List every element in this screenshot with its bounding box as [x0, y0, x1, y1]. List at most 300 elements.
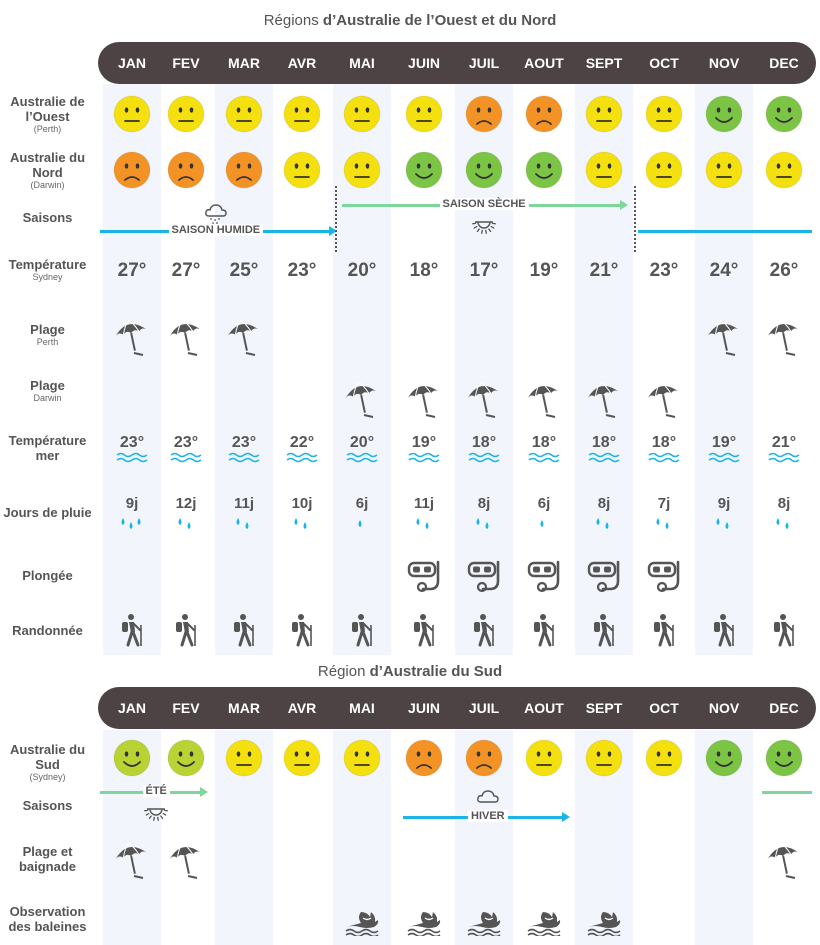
diving-cell [395, 556, 453, 596]
neutral-face-icon [225, 739, 263, 777]
rain-days-value: 9j [125, 494, 139, 512]
arrowhead [620, 200, 628, 210]
beach-cell [395, 376, 453, 422]
row-label-text: Plage [30, 378, 65, 393]
beach-cell [515, 376, 573, 422]
sad-face-icon [167, 151, 205, 189]
snorkel-mask-icon [585, 559, 623, 593]
sea-temperature-cell [273, 428, 331, 470]
mood-cell [455, 88, 513, 140]
umbrella-icon [645, 379, 683, 419]
umbrella-icon [465, 379, 503, 419]
neutral-face-icon [113, 95, 151, 133]
temperature-value: 25° [229, 260, 259, 281]
temperature-value: 19° [529, 260, 559, 281]
row-label-sub: Perth [36, 337, 59, 347]
month-jan: JAN [117, 700, 146, 716]
sea-temperature-cell [395, 428, 453, 470]
hiking-cell [635, 610, 693, 650]
row-label-text: Température [8, 257, 87, 272]
rain-cell [635, 490, 693, 536]
mood-cell [575, 736, 633, 780]
temperature-value: 17° [469, 260, 499, 281]
sun-icon [471, 210, 497, 236]
sun-icon [143, 797, 169, 823]
month-aout: AOUT [524, 700, 564, 716]
row-label-diving [0, 553, 95, 597]
section-title-prefix: Région [317, 663, 370, 680]
neutral-face-icon [705, 151, 743, 189]
row-label-text: Température mer [8, 433, 87, 463]
neutral-face-icon [283, 151, 321, 189]
section-title-bold: d’Australie du Sud [369, 663, 503, 680]
raindrop-icon [590, 512, 618, 532]
hiker-icon [119, 613, 145, 647]
month-jan: JAN [117, 55, 146, 71]
whale-cell [455, 900, 513, 942]
whale-tail-icon [465, 906, 503, 936]
umbrella-icon [225, 317, 263, 357]
month-aout: AOUT [524, 55, 564, 71]
month-mai: MAI [349, 55, 375, 71]
mood-cell [215, 144, 273, 196]
mood-cell [695, 736, 753, 780]
waves-icon [527, 451, 561, 465]
row-label-sea-temperature [0, 424, 95, 472]
temperature-cell [103, 250, 161, 292]
beach-cell [455, 376, 513, 422]
rain-cell [273, 490, 331, 536]
mood-cell [755, 144, 813, 196]
rain-cell [103, 490, 161, 536]
umbrella-icon [765, 317, 803, 357]
sad-face-icon [465, 95, 503, 133]
month-avr: AVR [287, 700, 317, 716]
mood-cell [333, 144, 391, 196]
temperature-cell [575, 250, 633, 292]
row-label-text: Saisons [22, 797, 73, 813]
row-label-text: Australie du Sud [9, 741, 86, 772]
sad-face-icon [405, 739, 443, 777]
row-label-beach-perth [0, 310, 95, 360]
beach-cell [333, 376, 391, 422]
row-label-seasons [0, 196, 95, 238]
row-label-text: Observation des baleines [8, 904, 87, 934]
row-label-rain-days [0, 488, 95, 536]
mood-cell [575, 88, 633, 140]
waves-icon [467, 451, 501, 465]
row-label-whales [0, 894, 95, 944]
beach-cell [103, 314, 161, 360]
month-juin: JUIN [408, 55, 440, 71]
rain-days-value: 11j [233, 494, 255, 512]
mood-cell [755, 88, 813, 140]
temperature-value: 26° [769, 260, 799, 281]
sea-temperature-value: 20° [349, 433, 375, 451]
mood-cell [635, 88, 693, 140]
diving-cell [635, 556, 693, 596]
umbrella-icon [765, 840, 803, 880]
temperature-value: 23° [649, 260, 679, 281]
hiking-cell [755, 610, 813, 650]
sea-temperature-value: 18° [591, 433, 617, 451]
rain-days-value: 9j [717, 494, 731, 512]
sea-temperature-cell [515, 428, 573, 470]
rain-days-value: 12j [175, 494, 197, 512]
rain-days-value: 6j [355, 494, 369, 512]
row-label-south-seasons [0, 788, 95, 822]
neutral-face-icon [645, 739, 683, 777]
icon-wrap [476, 788, 500, 817]
mood-cell [215, 88, 273, 140]
row-label-south [0, 736, 95, 788]
rain-cell [333, 490, 391, 536]
snorkel-mask-icon [525, 559, 563, 593]
raindrop-icon [230, 512, 258, 532]
temperature-cell [273, 250, 331, 292]
mood-cell [273, 88, 331, 140]
sea-temperature-cell [695, 428, 753, 470]
sea-temperature-cell [103, 428, 161, 470]
rain-days-value: 8j [477, 494, 491, 512]
row-label-text: Jours de pluie [3, 504, 92, 520]
happy-face-icon [765, 95, 803, 133]
umbrella-icon [113, 317, 151, 357]
rain-days-value: 8j [597, 494, 611, 512]
mood-cell [695, 88, 753, 140]
section-title-prefix: Régions [263, 12, 323, 29]
mood-cell [455, 144, 513, 196]
neutral-face-icon [645, 151, 683, 189]
mood-cell [515, 88, 573, 140]
sad-face-icon [465, 739, 503, 777]
sea-temperature-cell [215, 428, 273, 470]
waves-icon [345, 451, 379, 465]
umbrella-icon [405, 379, 443, 419]
mood-cell [157, 88, 215, 140]
neutral-face-icon [225, 95, 263, 133]
sea-temperature-cell [455, 428, 513, 470]
month-dec: DEC [769, 55, 799, 71]
whale-cell [333, 900, 391, 942]
hiker-icon [173, 613, 199, 647]
mood-cell [635, 736, 693, 780]
temperature-value: 24° [709, 260, 739, 281]
row-label-text: Randonnée [12, 622, 83, 638]
rain-days-value: 7j [657, 494, 671, 512]
temperature-cell [695, 250, 753, 292]
wet-season-line-2 [638, 230, 812, 233]
mood-cell [635, 144, 693, 196]
rain-cell [215, 490, 273, 536]
whale-cell [395, 900, 453, 942]
snorkel-mask-icon [405, 559, 443, 593]
month-sept: SEPT [585, 700, 623, 716]
row-label-text: Plage et baignade [18, 844, 77, 874]
whale-tail-icon [585, 906, 623, 936]
happy-face-icon [705, 95, 743, 133]
mood-cell [215, 736, 273, 780]
sad-face-icon [525, 95, 563, 133]
raindrop-icon [288, 512, 316, 532]
season-divider [335, 186, 337, 252]
neutral-face-icon [167, 95, 205, 133]
waves-icon [169, 451, 203, 465]
diving-cell [455, 556, 513, 596]
waves-icon [227, 451, 261, 465]
hiking-cell [455, 610, 513, 650]
waves-icon [647, 451, 681, 465]
row-label-text: Saisons [22, 209, 73, 225]
hiking-cell [215, 610, 273, 650]
row-label-sub: (Sydney) [29, 771, 66, 782]
umbrella-icon [525, 379, 563, 419]
north-month-bar [98, 42, 816, 84]
neutral-face-icon [343, 739, 381, 777]
winter-label: HIVER [468, 810, 508, 822]
row-label-beach-darwin [0, 366, 95, 416]
beach-cell [575, 376, 633, 422]
temperature-cell [455, 250, 513, 292]
umbrella-icon [705, 317, 743, 357]
sea-temperature-value: 23° [119, 433, 145, 451]
beach-cell [157, 838, 215, 882]
sea-temperature-value: 22° [289, 433, 315, 451]
hiking-cell [103, 610, 161, 650]
raindrop-icon [172, 512, 200, 532]
hiking-cell [157, 610, 215, 650]
waves-icon [707, 451, 741, 465]
mood-cell [333, 736, 391, 780]
hiker-icon [411, 613, 437, 647]
waves-icon [285, 451, 319, 465]
hiker-icon [651, 613, 677, 647]
row-label-hiking [0, 608, 95, 652]
month-juin: JUIN [408, 700, 440, 716]
sea-temperature-value: 18° [471, 433, 497, 451]
summer-label: ÉTÉ [143, 785, 170, 797]
raindrop-icon [470, 512, 498, 532]
row-label-sub: Sydney [32, 272, 63, 282]
umbrella-icon [585, 379, 623, 419]
happy-face-icon [405, 151, 443, 189]
beach-cell [635, 376, 693, 422]
mood-cell [395, 144, 453, 196]
month-fev: FEV [172, 55, 200, 71]
sea-temperature-value: 18° [651, 433, 677, 451]
temperature-cell [333, 250, 391, 292]
rain-cell [755, 490, 813, 536]
month-mai: MAI [349, 700, 375, 716]
hiker-icon [771, 613, 797, 647]
sea-temperature-value: 19° [711, 433, 737, 451]
mood-cell [103, 736, 161, 780]
neutral-face-icon [343, 151, 381, 189]
row-label-west [0, 88, 95, 140]
summer-line-2 [762, 791, 812, 794]
mood-cell [273, 144, 331, 196]
row-label-north [0, 144, 95, 196]
mood-cell [273, 736, 331, 780]
neutral-face-icon [283, 95, 321, 133]
rain-days-value: 8j [777, 494, 791, 512]
month-juil: JUIL [468, 55, 500, 71]
rain-cell [455, 490, 513, 536]
month-dec: DEC [769, 700, 799, 716]
wet-season-label: SAISON HUMIDE [169, 224, 264, 236]
mood-cell [395, 88, 453, 140]
happy-face-icon [465, 151, 503, 189]
month-mar: MAR [228, 55, 260, 71]
beach-cell [755, 838, 813, 882]
hiker-icon [231, 613, 257, 647]
row-label-text: Australie du Nord [9, 149, 86, 180]
mood-cell [755, 736, 813, 780]
temperature-value: 27° [171, 260, 201, 281]
beach-cell [103, 838, 161, 882]
month-mar: MAR [228, 700, 260, 716]
sad-face-icon [225, 151, 263, 189]
hiker-icon [711, 613, 737, 647]
sea-temperature-cell [575, 428, 633, 470]
row-label-sub: Darwin [33, 393, 62, 403]
whale-tail-icon [343, 906, 381, 936]
south-month-bar [98, 687, 816, 729]
row-label-beach-swim [0, 834, 95, 884]
row-label-text: Plage [30, 322, 65, 337]
mood-cell [575, 144, 633, 196]
mood-cell [395, 736, 453, 780]
waves-icon [767, 451, 801, 465]
icon-wrap [204, 202, 228, 231]
mood-cell [455, 736, 513, 780]
rain-cell [695, 490, 753, 536]
mood-cell [103, 144, 161, 196]
temperature-value: 20° [347, 260, 377, 281]
neutral-face-icon [283, 739, 321, 777]
mood-cell [157, 736, 215, 780]
season-divider [634, 186, 636, 252]
month-juil: JUIL [468, 700, 500, 716]
south-section-title [0, 663, 820, 680]
happy-face-icon [765, 739, 803, 777]
snorkel-mask-icon [465, 559, 503, 593]
temperature-cell [755, 250, 813, 292]
icon-wrap [471, 210, 497, 241]
neutral-face-icon [405, 95, 443, 133]
happy-face-icon [113, 739, 151, 777]
rain-cell [157, 490, 215, 536]
happy-face-icon [167, 739, 205, 777]
temperature-value: 23° [287, 260, 317, 281]
row-label-temperature [0, 244, 95, 296]
rain-cell [515, 490, 573, 536]
month-nov: NOV [708, 55, 740, 71]
neutral-face-icon [525, 739, 563, 777]
diving-cell [575, 556, 633, 596]
beach-cell [215, 314, 273, 360]
waves-icon [115, 451, 149, 465]
hiker-icon [349, 613, 375, 647]
sea-temperature-value: 19° [411, 433, 437, 451]
hiker-icon [289, 613, 315, 647]
umbrella-icon [167, 840, 205, 880]
happy-face-icon [525, 151, 563, 189]
hiker-icon [591, 613, 617, 647]
beach-cell [755, 314, 813, 360]
cloud-icon [476, 788, 500, 812]
rain-days-value: 10j [291, 494, 313, 512]
hiking-cell [515, 610, 573, 650]
arrowhead [200, 787, 208, 797]
happy-face-icon [705, 739, 743, 777]
sea-temperature-value: 23° [231, 433, 257, 451]
month-avr: AVR [287, 55, 317, 71]
umbrella-icon [113, 840, 151, 880]
temperature-cell [395, 250, 453, 292]
hiker-icon [531, 613, 557, 647]
mood-cell [103, 88, 161, 140]
beach-cell [157, 314, 215, 360]
row-label-sub: (Darwin) [30, 179, 65, 190]
sea-temperature-value: 18° [531, 433, 557, 451]
neutral-face-icon [585, 95, 623, 133]
icon-wrap [143, 797, 169, 828]
rain-days-value: 11j [413, 494, 435, 512]
hiking-cell [575, 610, 633, 650]
month-fev: FEV [172, 700, 200, 716]
mood-cell [515, 144, 573, 196]
dry-season-label: SAISON SÈCHE [440, 198, 529, 210]
temperature-value: 21° [589, 260, 619, 281]
diving-cell [515, 556, 573, 596]
hiker-icon [471, 613, 497, 647]
month-nov: NOV [708, 700, 740, 716]
temperature-value: 18° [409, 260, 439, 281]
mood-cell [695, 144, 753, 196]
raindrop-icon [410, 512, 438, 532]
temperature-value: 27° [117, 260, 147, 281]
raindrop-icon [530, 512, 558, 532]
beach-cell [695, 314, 753, 360]
row-label-text: Australie de l’Ouest [10, 93, 85, 124]
rain-cell [395, 490, 453, 536]
month-oct: OCT [649, 55, 679, 71]
mood-cell [515, 736, 573, 780]
sad-face-icon [113, 151, 151, 189]
raindrop-icon [118, 512, 146, 532]
whale-cell [515, 900, 573, 942]
section-title-bold: d’Australie de l’Ouest et du Nord [322, 12, 557, 29]
neutral-face-icon [343, 95, 381, 133]
neutral-face-icon [585, 151, 623, 189]
neutral-face-icon [645, 95, 683, 133]
row-label-text: Plongée [22, 567, 73, 583]
month-oct: OCT [649, 700, 679, 716]
hiking-cell [395, 610, 453, 650]
rain-cloud-icon [204, 202, 228, 226]
sea-temperature-value: 21° [771, 433, 797, 451]
neutral-face-icon [765, 151, 803, 189]
hiking-cell [333, 610, 391, 650]
raindrop-icon [650, 512, 678, 532]
sea-temperature-cell [157, 428, 215, 470]
waves-icon [587, 451, 621, 465]
whale-tail-icon [525, 906, 563, 936]
arrowhead [562, 812, 570, 822]
raindrop-icon [348, 512, 376, 532]
snorkel-mask-icon [645, 559, 683, 593]
